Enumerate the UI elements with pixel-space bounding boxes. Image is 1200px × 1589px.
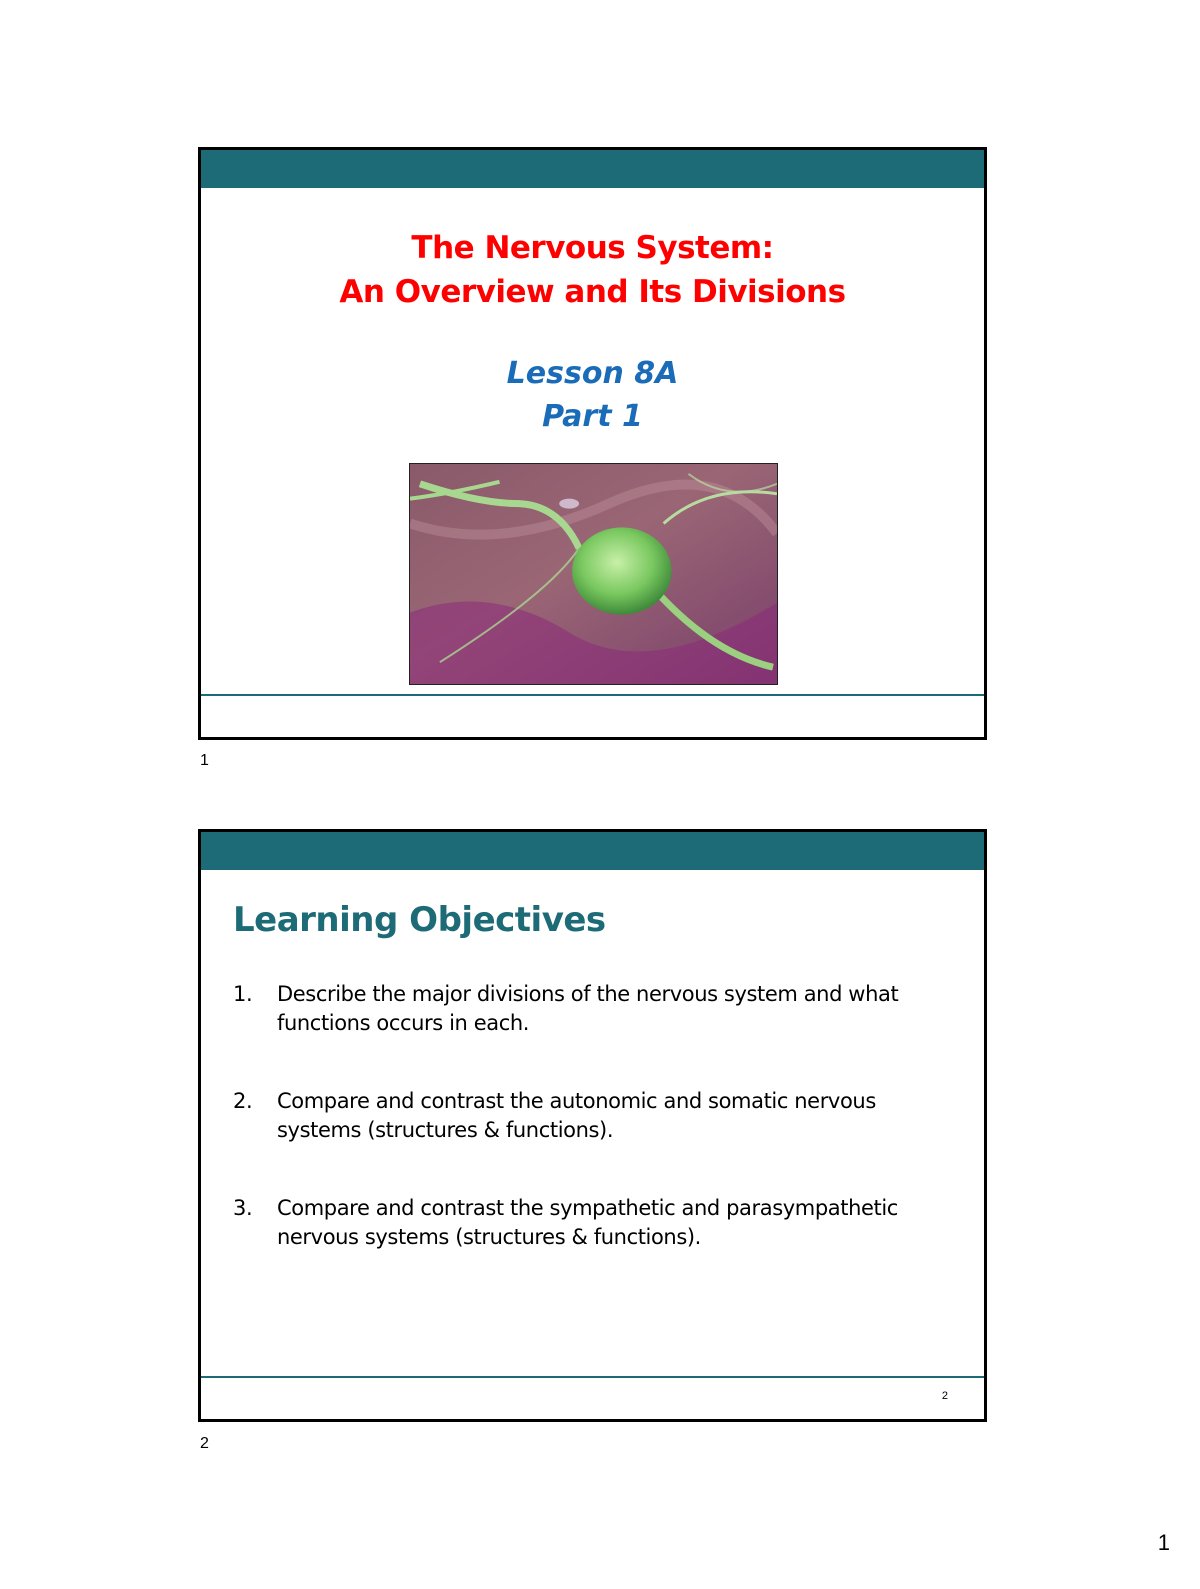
page-label-2: 2: [200, 1435, 209, 1452]
slide-footer-divider: [201, 694, 984, 696]
objective-number: 1.: [233, 982, 253, 1006]
neuron-illustration: [410, 464, 777, 684]
slide-2: [198, 829, 987, 1422]
slide-1: [198, 147, 987, 740]
objective-text: Describe the major divisions of the nervous system and what functions occurs in each.: [277, 982, 899, 1035]
slide-header-bar: [201, 832, 984, 870]
title-line-2: An Overview and Its Divisions: [339, 274, 846, 310]
slide-footer-divider: [201, 1376, 984, 1378]
slide-subtitle: [201, 352, 984, 438]
objectives-heading: Learning Objectives: [233, 900, 606, 940]
slide-header-bar: [201, 150, 984, 188]
page-label-1: 1: [200, 752, 209, 769]
objective-number: 2.: [233, 1089, 253, 1113]
objective-item-3: [233, 1194, 944, 1252]
objective-number: 3.: [233, 1196, 253, 1220]
objectives-list: [233, 980, 944, 1301]
objective-item-1: [233, 980, 944, 1038]
neuron-micrograph-image: [409, 463, 778, 685]
title-line-1: The Nervous System:: [411, 230, 774, 266]
document-page-number: 1: [1157, 1530, 1170, 1555]
subtitle-line-2: Part 1: [542, 399, 643, 434]
objective-item-2: [233, 1087, 944, 1145]
objective-text: Compare and contrast the autonomic and somatic nervous systems (structures & functions).: [277, 1089, 876, 1142]
slide-number: 2: [941, 1390, 948, 1402]
slide-title: [201, 226, 984, 314]
objective-text: Compare and contrast the sympathetic and parasympathetic nervous systems (structures & functions).: [277, 1196, 898, 1249]
subtitle-line-1: Lesson 8A: [506, 356, 679, 391]
